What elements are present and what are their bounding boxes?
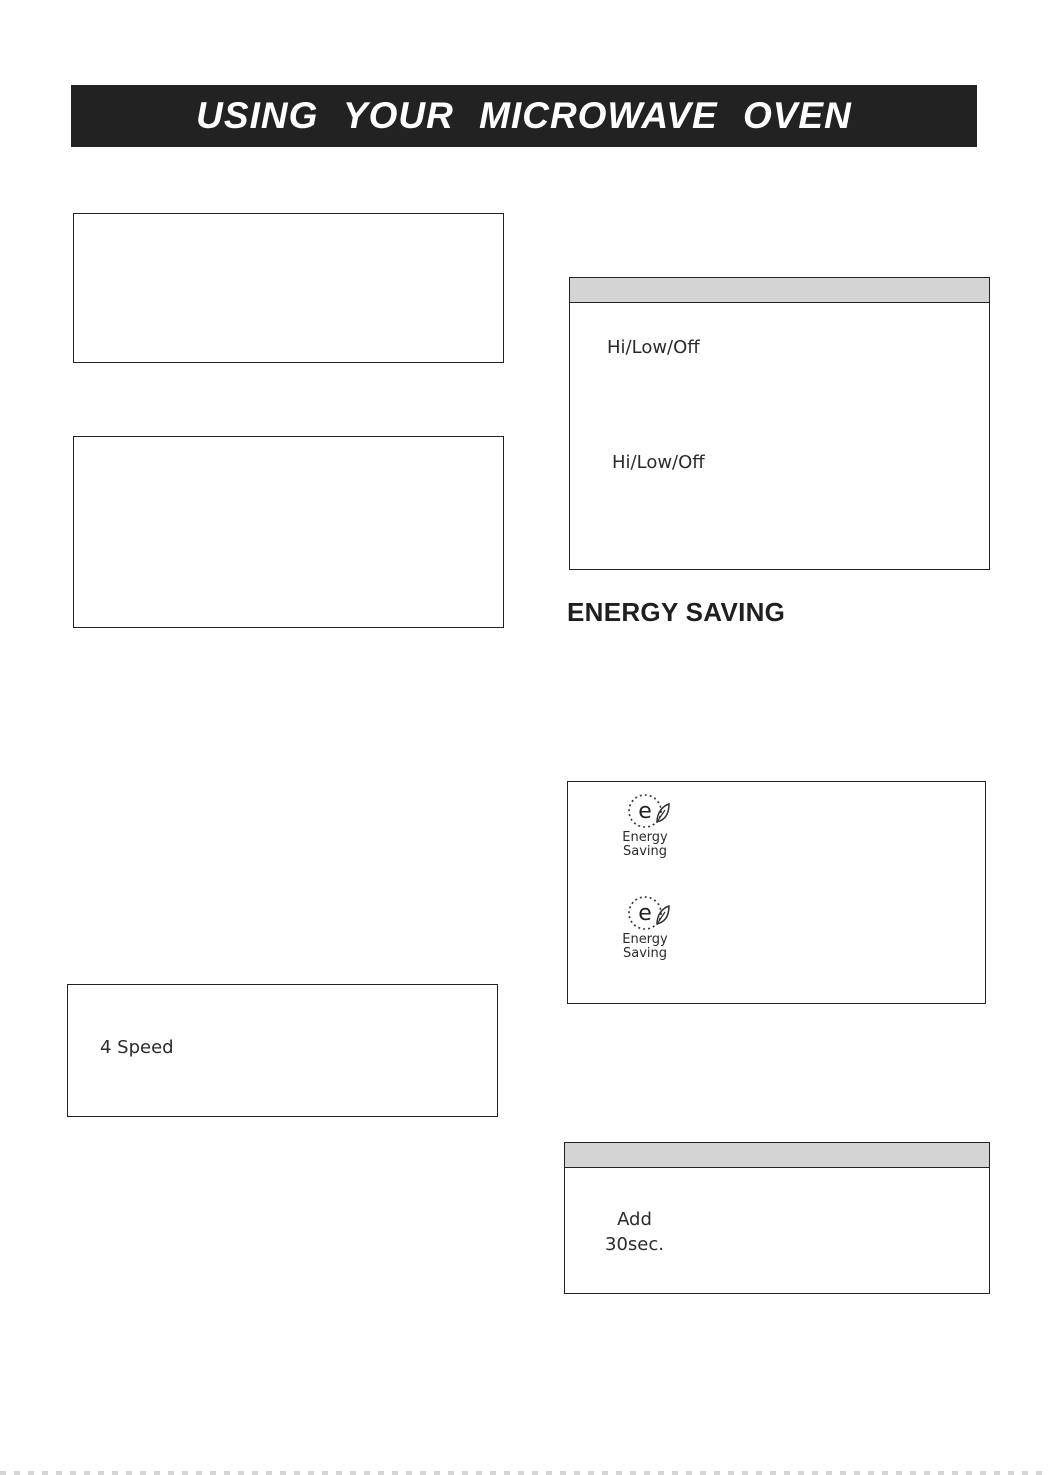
energy-saving-heading: ENERGY SAVING xyxy=(567,597,786,627)
energy-saving-label xyxy=(617,933,673,961)
svg-text:e: e xyxy=(638,901,652,926)
saving-label-line2: Saving xyxy=(622,946,667,961)
energy-saving-leaf-icon xyxy=(623,892,671,934)
saving-label-line2: Saving xyxy=(622,844,667,859)
energy-label-line1: Energy xyxy=(622,932,668,947)
speed-info-box xyxy=(67,984,498,1117)
add-key-line2: 30sec. xyxy=(605,1234,664,1255)
hi-low-off-key-label: Hi/Low/Off xyxy=(612,452,705,473)
left-info-box-2 xyxy=(73,436,504,628)
speed-key-label: 4 Speed xyxy=(100,1037,174,1058)
energy-saving-label xyxy=(617,831,673,859)
box-header-bar xyxy=(570,278,989,303)
add-30sec-key-label xyxy=(605,1207,664,1257)
page-title: USING YOUR MICROWAVE OVEN xyxy=(196,95,852,136)
energy-saving-button-icon xyxy=(617,790,673,859)
energy-saving-box xyxy=(567,781,986,1004)
add-key-line1: Add xyxy=(617,1209,652,1230)
left-info-box-1 xyxy=(73,213,504,363)
hi-low-off-box xyxy=(569,277,990,570)
energy-saving-leaf-icon xyxy=(623,790,671,832)
hi-low-off-key-label: Hi/Low/Off xyxy=(607,337,700,358)
box-header-bar xyxy=(565,1143,989,1168)
add-30sec-box xyxy=(564,1142,990,1294)
title-banner xyxy=(71,85,977,147)
energy-label-line1: Energy xyxy=(622,830,668,845)
page-bottom-edge xyxy=(0,1471,1049,1475)
svg-text:e: e xyxy=(638,799,652,824)
energy-saving-button-icon xyxy=(617,892,673,961)
